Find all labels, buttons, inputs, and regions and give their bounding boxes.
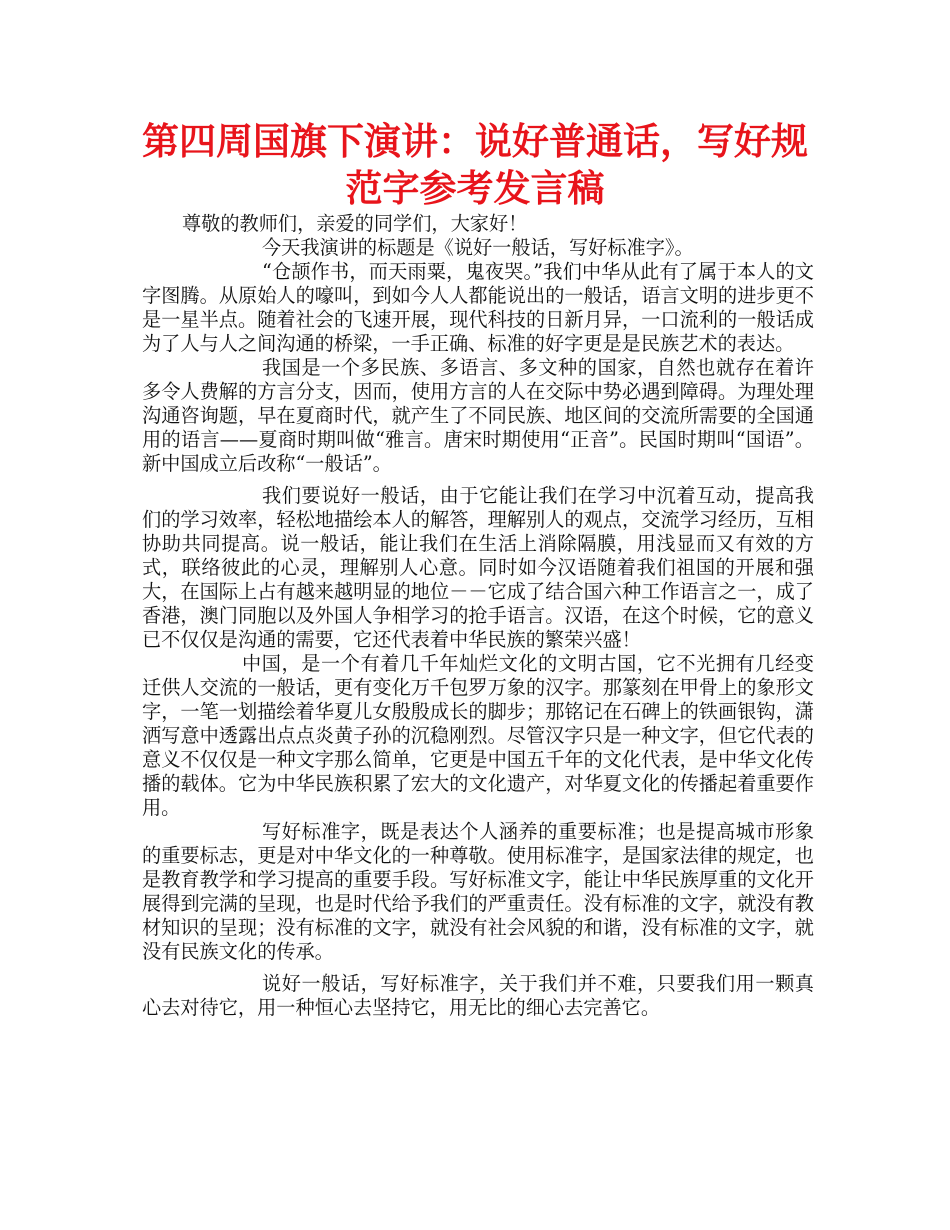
title-line-1: 第四周国旗下演讲：说好普通话，写好规 — [142, 120, 808, 163]
paragraph-standard-writing: 写好标准字，既是表达个人涵养的重要标准；也是提高城市形象的重要标志，更是对中华文化的一种尊敬。使用标准字，是国家法律的规定，也是教育教学和学习提高的重要手段。写好标准文字，能让中华民族厚重的文化开展得到完满的呈现，也是时代给予我们的严重责任。没有标准的文字，就没有教材知识的呈现；没有标准的文字，就没有社会风貌的和谐，没有标准的文字，就没有民族文化的传承。 — [142, 820, 814, 963]
paragraph-dialects: 我国是一个多民族、多语言、多文种的国家，自然也就存在着许多令人费解的方言分支，因而，使用方言的人在交际中势必遇到障碍。为理处理沟通咨询题，早在夏商时代，就产生了不同民族、地区间的交流所需要的全国通用的语言——夏商时期叫做“雅言。唐宋时期使用“正音”。民国时期叫“国语”。新中国成立后改称“一般话”。 — [142, 356, 814, 475]
paragraph-mandarin: 我们要说好一般话，由于它能让我们在学习中沉着互动，提高我们的学习效率，轻松地描绘本人的解答，理解别人的观点，交流学习经历，互相协助共同提高。说一般话，能让我们在生活上消除隔膜，用浅显而又有效的方式，联络彼此的心灵，理解别人心意。同时如今汉语随着我们祖国的开展和强大，在国际上占有越来越明显的地位－－它成了结合国六种工作语言之一，成了香港，澳门同胞以及外国人争相学习的抢手语言。汉语，在这个时候，它的意义已不仅仅是沟通的需要，它还代表着中华民族的繁荣兴盛！ — [142, 484, 814, 651]
paragraph-greeting: 尊敬的教师们，亲爱的同学们，大家好！ — [182, 212, 528, 235]
paragraph-chinese-characters: 中国，是一个有着几千年灿烂文化的文明古国，它不光拥有几经变迁供人交流的一般话，更有变化万千包罗万象的汉字。那篆刻在甲骨上的象形文字，一笔一划描绘着华夏儿女殷殷成长的脚步；那铭记在石碑上的铁画银钩，潇洒写意中透露出点点炎黄子孙的沉稳刚烈。尽管汉字只是一种文字，但它代表的意义不仅仅是一种文字那么简单，它更是中国五千年的文化代表，是中华文化传播的载体。它为中华民族积累了宏大的文化遗产，对华夏文化的传播起着重要作用。 — [142, 652, 814, 819]
document-title — [130, 118, 820, 212]
paragraph-topic: 今天我演讲的标题是《说好一般话，写好标准字》。 — [262, 236, 694, 259]
title-line-2: 范字参考发言稿 — [345, 167, 605, 210]
speech-body — [142, 212, 814, 1020]
paragraph-origin: “仓颉作书，而天雨粟，鬼夜哭。”我们中华从此有了属于本人的文字图腾。从原始人的嚎叫，到如今人人都能说出的一般话，语言文明的进步更不是一星半点。随着社会的飞速开展，现代科技的日新月异，一口流利的一般话成为了人与人之间沟通的桥梁，一手正确、标准的好字更是是民族艺术的表达。 — [142, 260, 814, 355]
paragraph-conclusion: 说好一般话，写好标准字，关于我们并不难，只要我们用一颗真心去对待它，用一种恒心去坚持它，用无比的细心去完善它。 — [142, 972, 814, 1019]
